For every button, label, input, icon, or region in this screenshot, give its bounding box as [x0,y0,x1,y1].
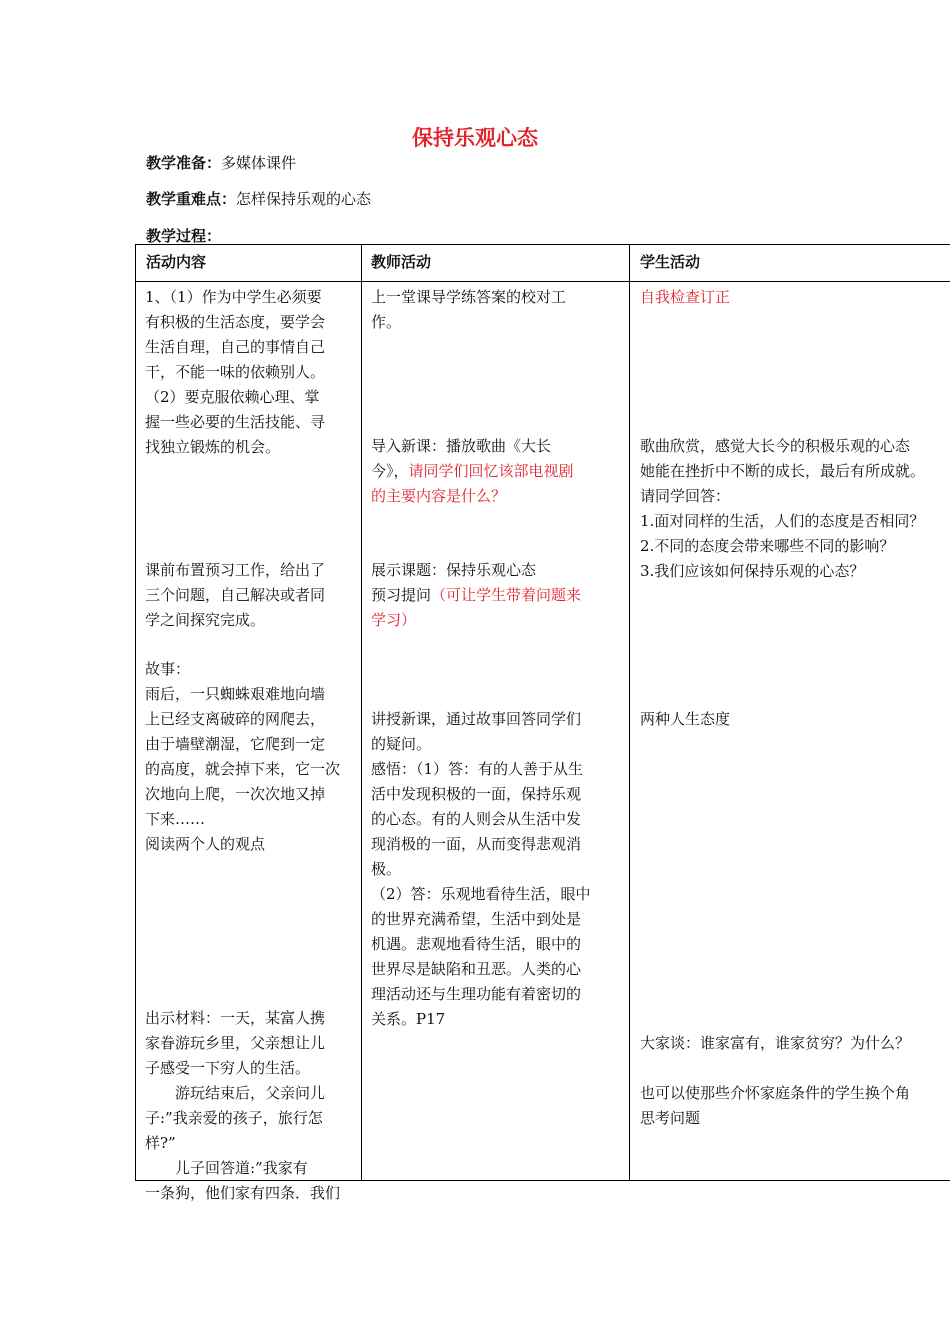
text-line: 请同学回答： [640,487,731,505]
text-line: 儿子回答道:”我家有 [145,1159,308,1177]
teacher-block-2 [371,434,574,509]
teacher-block-4 [371,707,591,1032]
text-line: 雨后，一只蜘蛛艰难地向墙 [145,685,326,703]
text-line: 机遇。悲观地看待生活，眼中的 [371,935,582,953]
text-line: 世界尽是缺陷和丑恶。人类的心 [371,960,582,978]
content-block-2 [145,558,325,633]
text-line: 她能在挫折中不断的成长，最后有所成就。 [640,462,926,480]
text-line: 下来…… [145,810,206,828]
text-line: 出示材料：一天，某富人携 [145,1009,326,1027]
text-line: 三个问题，自己解决或者同 [145,586,326,604]
text-line: 干，不能一味的依赖别人。 [145,363,326,381]
teaching-prep [146,152,296,173]
text-line [371,459,574,484]
text-line: 1.面对同样的生活，人们的态度是否相同？ [640,512,925,530]
text-line: 样?” [145,1134,176,1152]
teacher-block-1 [371,285,566,335]
text-line: 由于墙壁潮湿，它爬到一定 [145,735,326,753]
text-line: 2.不同的态度会带来哪些不同的影响？ [640,537,895,555]
text-line: 故事： [145,660,191,678]
text-line [371,583,581,608]
text-line: 有积极的生活态度，要学会 [145,313,326,331]
text-line: 的高度，就会掉下来，它一次 [145,760,341,778]
text-line: 歌曲欣赏，感觉大长今的积极乐观的心态 [640,437,911,455]
text-line: 学之间探究完成。 [145,611,266,629]
text-line: 关系。P17 [371,1010,446,1028]
content-block-3 [145,657,340,857]
teaching-prep-value: 多媒体课件 [221,154,297,172]
column-divider [629,245,630,1180]
highlighted-question: 的主要内容是什么？ [371,487,507,505]
content-block-1 [145,285,325,460]
text-line: （2）要克服依赖心理、掌 [145,388,320,406]
text-line: 找独立锻炼的机会。 [145,438,281,456]
teacher-block-3 [371,558,581,633]
text-line: 子:”我亲爱的孩子，旅行怎 [145,1109,323,1127]
text-line: 一条狗，他们家有四条．我们 [145,1184,341,1202]
text-line: 的世界充满希望，生活中到处是 [371,910,582,928]
text-line: 大家谈：谁家富有，谁家贫穷？为什么？ [640,1034,911,1052]
text-line: 生活自理，自己的事情自己 [145,338,326,356]
page-title: 保持乐观心态 [412,126,538,150]
text-line: 的疑问。 [371,735,432,753]
teaching-prep-label: 教学准备： [146,154,222,172]
text-line: 1、（1）作为中学生必须要 [145,288,322,306]
teaching-key-points [146,188,371,209]
text-line: 阅读两个人的观点 [145,835,266,853]
student-block-4 [640,1031,910,1131]
text-line: 现消极的一面，从而变得悲观消 [371,835,582,853]
teaching-process [146,225,221,246]
header-activity-content: 活动内容 [146,253,207,271]
text-line: 次地向上爬，一次次地又掉 [145,785,326,803]
column-divider [361,245,362,1180]
key-points-label: 教学重难点： [146,190,237,208]
text-line: 作。 [371,313,402,331]
text-line: 的心态。有的人则会从生活中发 [371,810,582,828]
header-divider [136,281,950,282]
text-line: 导入新课：播放歌曲《大长 [371,437,552,455]
text-line: 握一些必要的生活技能、寻 [145,413,326,431]
highlighted-note: （可让学生带着问题来 [431,586,582,604]
text-line: 上已经支离破碎的网爬去， [145,710,326,728]
text-segment: 今》， [371,462,409,480]
process-label: 教学过程： [146,227,222,245]
text-line: 思考问题 [640,1109,701,1127]
text-line: 课前布置预习工作，给出了 [145,561,326,579]
student-block-2 [640,434,925,584]
content-block-4 [145,1006,340,1206]
text-line: 上一堂课导学练答案的校对工 [371,288,567,306]
header-student-activity: 学生活动 [640,253,701,271]
text-line: 理活动还与生理功能有着密切的 [371,985,582,1003]
text-line: （2）答：乐观地看待生活，眼中 [371,885,591,903]
text-line: 子感受一下穷人的生活。 [145,1059,311,1077]
text-line: 极。 [371,860,402,878]
text-line: 游玩结束后，父亲问儿 [145,1084,326,1102]
lesson-table [135,244,950,1202]
text-segment: 预习提问 [371,586,432,604]
text-line: 展示课题：保持乐观心态 [371,561,537,579]
key-points-value: 怎样保持乐观的心态 [236,190,372,208]
text-line: 家眷游玩乡里，父亲想让儿 [145,1034,326,1052]
highlighted-note: 学习） [371,611,417,629]
text-line: 讲授新课，通过故事回答同学们 [371,710,582,728]
header-teacher-activity: 教师活动 [371,253,432,271]
text-line: 3.我们应该如何保持乐观的心态？ [640,562,865,580]
student-block-3: 两种人生态度 [640,710,731,728]
text-line [640,1056,910,1081]
text-line: 活中发现积极的一面，保持乐观 [371,785,582,803]
text-line: 感悟：（1）答：有的人善于从生 [371,760,584,778]
student-self-check: 自我检查订正 [640,288,731,306]
highlighted-question: 请同学们回忆该部电视剧 [408,462,574,480]
text-line: 也可以使那些介怀家庭条件的学生换个角 [640,1084,911,1102]
